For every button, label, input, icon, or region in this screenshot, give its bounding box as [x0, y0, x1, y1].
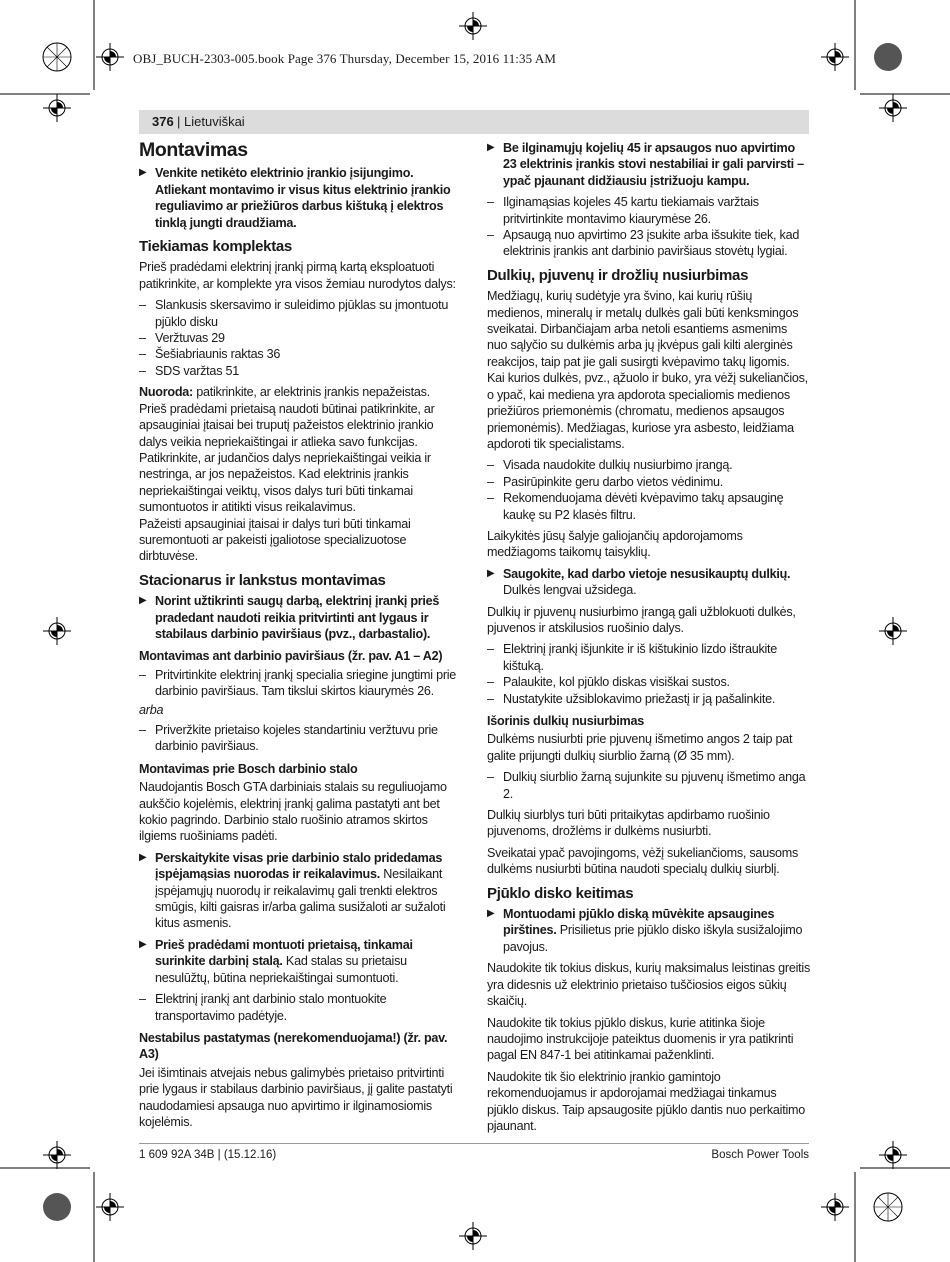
note-text: patikrinkite, ar elektrinis įrankis nepažeistas.: [192, 385, 430, 400]
print-slug: OBJ_BUCH-2303-005.book Page 376 Thursday, December 15, 2016 11:35 AM: [133, 51, 557, 66]
heading-external: Išorinis dulkių nusiurbimas: [487, 714, 644, 728]
warning-block: [487, 906, 810, 955]
paragraph: Pažeisti apsauginiai įtaisai ir dalys turi būti tinkamai suremontuoti ar pakeisti įgaliotose specializuotose dirbtuvėse.: [139, 516, 411, 564]
page-header: [139, 110, 809, 134]
paragraph: Prieš pradėdami prietaisą naudoti būtinai patikrinkite, ar apsauginiai įtaisai bei truputį pažeistos elektrinio įrankio dalys veikia nepriekaištingai ir atlieka savo funkcijas. Patikrinkite, ar judančios dalys nepriekaištingai veikia ir nestringa, ar jos nepažeistos. Kad elektrinis įrankis nepriekaištingai veiktų, visos dalys turi būti tinkamai sumontuotos ir atitikti visus reikalavimus.: [139, 401, 435, 515]
paragraph: Naudokite tik šio elektrinio įrankio gamintojo rekomenduojamus ir apdorojamai medžiagai tinkamus pjūklo diskus. Taip apsaugosite pjūklo dantis nuo perkaitimo pjaunant.: [487, 1069, 806, 1133]
heading-kit: Tiekiamas komplektas: [139, 238, 292, 256]
dust-list: [487, 457, 810, 523]
external-list: [487, 769, 810, 802]
paragraph: Laikykitės jūsų šalyje galiojančių apdorojamoms medžiagoms taikomų taisyklių.: [487, 528, 743, 560]
list-item: – Šešiabriaunis raktas 36: [139, 346, 462, 362]
paragraph: Dulkių siurblys turi būti pritaikytas apdirbamo ruošinio pjuvenoms, drožlėms ir dulkėms nusiurbti.: [487, 808, 770, 839]
warning-block: [487, 566, 810, 599]
footer-doc-code: 1 609 92A 34B | (15.12.16): [139, 1149, 277, 1161]
warning-text-bold: Perskaitykite visas prie darbinio stalo pridedamas įspėjamąsias nuorodas ir reikalavimus.: [155, 850, 443, 882]
warning-text-bold: Saugokite, kad darbo vietoje nesusikauptų dulkių.: [503, 566, 791, 581]
or-text: arba: [139, 702, 164, 717]
paragraph: Prieš pradėdami elektrinį įrankį pirmą kartą eksploatuoti patikrinkite, ar komplekte yra visos žemiau nurodytos dalys:: [139, 260, 456, 291]
paragraph: Dulkėms nusiurbti prie pjuvenų išmetimo angos 2 taip pat galite prijungti dulkių siurblio žarną (Ø 35 mm).: [487, 732, 793, 763]
list-item: – Nustatykite užsiblokavimo priežastį ir ją pašalinkite.: [487, 691, 810, 707]
right-column: [487, 140, 810, 1139]
warning-block: [139, 850, 462, 932]
arrow-icon: ▶: [487, 142, 495, 153]
warning-text: Nesilaikant įspėjamųjų nuorodų ir reikalavimų gali trenkti elektros smūgis, kilti gaisras ir/arba galima susižaloti ar sužaloti kitus asmenis.: [155, 867, 446, 931]
list-item: – Veržtuvas 29: [139, 330, 462, 346]
list-item: – Elektrinį įrankį išjunkite ir iš kištukinio lizdo ištraukite kištuką.: [487, 641, 810, 674]
warning-text-bold: Montuodami pjūklo diską mūvėkite apsaugines pirštines.: [503, 907, 775, 938]
list-item: – Palaukite, kol pjūklo diskas visiškai sustos.: [487, 674, 810, 690]
warning-text: Venkite netikėto elektrinio įrankio įsijungimo. Atliekant montavimo ir visus kitus elektrinio įrankio reguliavimo ar priežiūros darbus kištuką į elektros tinklą jungti draudžiama.: [155, 166, 451, 230]
warning-text-bold: Prieš pradėdami montuoti prietaisą, tinkamai surinkite darbinį stalą.: [155, 937, 413, 969]
surface-list: [139, 667, 462, 700]
clog-list: [487, 641, 810, 707]
footer-brand: Bosch Power Tools: [711, 1149, 809, 1161]
note-label: Nuoroda:: [139, 385, 193, 400]
arrow-icon: ▶: [139, 595, 147, 607]
section-title: Montavimas: [139, 139, 248, 161]
heading-blade: Pjūklo disko keitimas: [487, 884, 634, 902]
warning-block: [139, 937, 462, 986]
note-paragraph: [139, 384, 462, 400]
list-item: – Pasirūpinkite geru darbo vietos vėdinimu.: [487, 474, 810, 490]
warning-text: Be ilginamųjų kojelių 45 ir apsaugos nuo apvirtimo 23 elektrinis įrankis stovi nestabiliai ir gali parvirsti – ypač pjaunant didžiausiu įstrižuoju kampu.: [503, 141, 804, 188]
footer-rule: [139, 1143, 809, 1144]
kit-list: [139, 297, 462, 379]
heading-dust: Dulkių, pjuvenų ir drožlių nusiurbimas: [487, 266, 749, 284]
list-item: – Rekomenduojama dėvėti kvėpavimo takų apsauginę kaukę su P2 klasės filtru.: [487, 490, 810, 523]
list-item: – Elektrinį įrankį ant darbinio stalo montuokite transportavimo padėtyje.: [139, 991, 462, 1024]
surface-list-2: [139, 722, 462, 755]
table-list: [139, 991, 462, 1024]
warning-text: Norint užtikrinti saugų darbą, elektrinį įrankį prieš pradedant naudoti reikia pritvirtinti ant lygaus ir stabilaus darbinio paviršiaus (pvz., darbastalio).: [155, 594, 440, 641]
paragraph: Sveikatai ypač pavojingoms, vėžį sukeliančioms, sausoms dulkėms nusiurbti būtina naudoti specialų dulkių siurblį.: [487, 845, 799, 877]
paragraph: Naudokite tik tokius diskus, kurių maksimalus leistinas greitis yra didesnis už elektrinio prietaiso tuščiosios eigos sūkių skaičių.: [487, 961, 811, 1009]
warning-text: Dulkės lengvai užsidega.: [503, 583, 637, 598]
paragraph: Naudojantis Bosch GTA darbiniais stalais su reguliuojamo aukščio kojelėmis, elektrinį įrankį galima pastatyti ant bet kokio pagrindo. Darbinio stalo ruošinio atramos skirtos ilgiems ruošiniams padėti.: [139, 780, 447, 844]
arrow-icon: ▶: [139, 938, 147, 950]
heading-surface: Montavimas ant darbinio paviršiaus (žr. pav. A1 – A2): [139, 649, 443, 664]
heading-unstable: Nestabilus pastatymas (nerekomenduojama!) (žr. pav. A3): [139, 1030, 448, 1062]
paragraph: Naudokite tik tokius pjūklo diskus, kurie atitinka šioje naudojimo instrukcijoje pateiktus duomenis ir yra patikrinti pagal EN 847-1 bei atitinkamai paženklinti.: [487, 1015, 794, 1063]
paragraph: Kai kurios dulkės, pvz., ąžuolo ir buko, yra vėžį sukeliančios, o ypač, kai mediena yra apdorota specialiomis medienos priežiūros priemonėmis (chromatu, medienos apsaugos priemonėmis). Medžiagas, kuriose yra asbesto, leidžiama apdoroti tik specialistams.: [487, 371, 808, 451]
warning-block: [487, 140, 810, 189]
list-item: – Visada naudokite dulkių nusiurbimo įrangą.: [487, 457, 810, 473]
list-item: – Priveržkite prietaiso kojeles standartiniu veržtuvu prie darbinio paviršiaus.: [139, 722, 462, 755]
list-item: – Slankusis skersavimo ir suleidimo pjūklas su įmontuotu pjūklo disku: [139, 297, 462, 330]
legs-list: [487, 194, 810, 260]
heading-table: Montavimas prie Bosch darbinio stalo: [139, 761, 358, 776]
arrow-icon: ▶: [139, 851, 147, 863]
header-language: | Lietuviškai: [177, 114, 245, 129]
arrow-icon: ▶: [139, 167, 147, 179]
paragraph: Jei išimtinais atvejais nebus galimybės prietaiso pritvirtinti prie lygaus ir stabilaus darbinio paviršiaus, jį galite pastatyti naudodamiesi apsauga nuo apvirtimo ir ilginamosiomis kojelėmis.: [139, 1065, 453, 1129]
list-item: – Pritvirtinkite elektrinį įrankį specialia sriegine jungtimi prie darbinio paviršiaus. Tam tikslui skirtos kiaurymės 26.: [139, 667, 462, 700]
warning-block: [139, 165, 462, 231]
header-language-label: Lietuviškai: [184, 114, 245, 129]
list-item: – SDS varžtas 51: [139, 363, 462, 379]
list-item: – Ilginamąsias kojeles 45 kartu tiekiamais varžtais pritvirtinkite montavimo kiaurymėse 26.: [487, 194, 810, 227]
list-item: – Dulkių siurblio žarną sujunkite su pjuvenų išmetimo anga 2.: [487, 769, 810, 802]
list-item: – Apsaugą nuo apvirtimo 23 įsukite arba išsukite tiek, kad elektrinis įrankis ant darbinio paviršiaus stovėtų lygiai.: [487, 227, 810, 260]
paragraph: Dulkių ir pjuvenų nusiurbimo įrangą gali užblokuoti dulkės, pjuvenos ir atskilusios ruošinio dalys.: [487, 604, 796, 635]
warning-text: Prisilietus prie pjūklo disko iškyla susižalojimo pavojus.: [503, 923, 803, 954]
arrow-icon: ▶: [487, 567, 495, 579]
warning-block: [139, 593, 462, 642]
warning-text: Kad stalas su prietaisu nesulūžtų, būtina nepriekaištingai sumontuoti.: [155, 954, 407, 985]
left-column: [139, 140, 462, 1135]
arrow-icon: ▶: [487, 908, 495, 920]
heading-stationary: Stacionarus ir lankstus montavimas: [139, 571, 386, 589]
page-number: 376: [152, 114, 174, 129]
paragraph: Medžiagų, kurių sudėtyje yra švino, kai kurių rūšių medienos, mineralų ir metalų dulkės gali būti kenksmingos sveikatai. Dirbančiajam arba netoli esantiems asmenims nuo sąlyčio su dulkėmis arba jų įkvėpus gali kilti alerginės reakcijos, taip pat jie gali susirgti kvėpavimo takų ligomis.: [487, 289, 799, 369]
